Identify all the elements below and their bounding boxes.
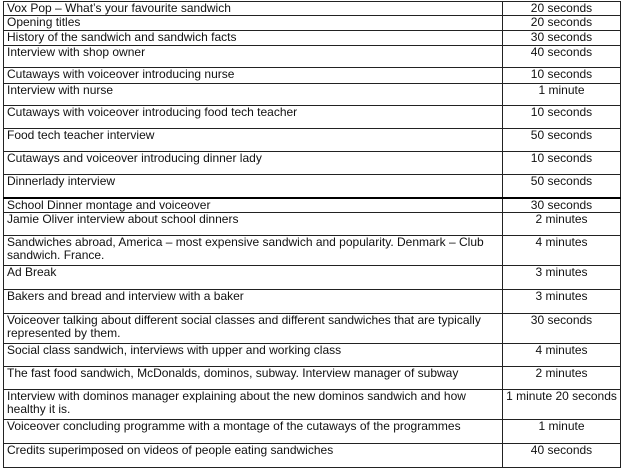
duration-cell: 30 seconds — [503, 314, 621, 344]
duration-cell: 10 seconds — [503, 152, 621, 175]
table-row — [4, 420, 621, 444]
segment-cell: Ad Break — [4, 266, 503, 290]
segment-cell: Food tech teacher interview — [4, 129, 503, 152]
segment-cell: Cutaways with voiceover introducing food tech teacher — [4, 106, 503, 129]
duration-cell: 3 minutes — [503, 290, 621, 314]
segment-cell: Dinnerlady interview — [4, 175, 503, 198]
duration-cell: 10 seconds — [503, 106, 621, 129]
table-row — [4, 290, 621, 314]
table-row — [4, 213, 621, 236]
schedule-body — [4, 2, 621, 468]
table-row — [4, 152, 621, 175]
segment-cell: School Dinner montage and voiceover — [4, 198, 503, 213]
table-row — [4, 68, 621, 84]
duration-cell: 20 seconds — [503, 2, 621, 16]
programme-schedule-table — [3, 1, 621, 468]
duration-cell: 2 minutes — [503, 213, 621, 236]
segment-cell: History of the sandwich and sandwich facts — [4, 31, 503, 46]
table-row — [4, 2, 621, 16]
segment-cell: Interview with shop owner — [4, 46, 503, 68]
table-row — [4, 16, 621, 31]
table-row — [4, 266, 621, 290]
table-row — [4, 344, 621, 367]
segment-cell: Social class sandwich, interviews with upper and working class — [4, 344, 503, 367]
table-row — [4, 390, 621, 420]
segment-cell: Voiceover talking about different social classes and different sandwiches that are typically represented by them. — [4, 314, 503, 344]
segment-cell: Interview with dominos manager explaining about the new dominos sandwich and how healthy it is. — [4, 390, 503, 420]
segment-cell: Credits superimposed on videos of people eating sandwiches — [4, 444, 503, 468]
table-row — [4, 367, 621, 390]
duration-cell: 40 seconds — [503, 46, 621, 68]
duration-cell: 40 seconds — [503, 444, 621, 468]
table-row — [4, 444, 621, 468]
segment-cell: Bakers and bread and interview with a baker — [4, 290, 503, 314]
segment-cell: Sandwiches abroad, America – most expensive sandwich and popularity. Denmark – Club sandwich. France. — [4, 236, 503, 266]
duration-cell: 1 minute — [503, 420, 621, 444]
duration-cell: 30 seconds — [503, 31, 621, 46]
segment-cell: Jamie Oliver interview about school dinners — [4, 213, 503, 236]
duration-cell: 4 minutes — [503, 236, 621, 266]
table-row — [4, 31, 621, 46]
segment-cell: Cutaways with voiceover introducing nurse — [4, 68, 503, 84]
table-row — [4, 236, 621, 266]
table-row — [4, 314, 621, 344]
duration-cell: 10 seconds — [503, 68, 621, 84]
duration-cell: 4 minutes — [503, 344, 621, 367]
segment-cell: Opening titles — [4, 16, 503, 31]
duration-cell: 30 seconds — [503, 198, 621, 213]
table-row — [4, 129, 621, 152]
table-row — [4, 106, 621, 129]
segment-cell: Vox Pop – What’s your favourite sandwich — [4, 2, 503, 16]
segment-cell: Cutaways and voiceover introducing dinner lady — [4, 152, 503, 175]
segment-cell: Voiceover concluding programme with a montage of the cutaways of the programmes — [4, 420, 503, 444]
duration-cell: 2 minutes — [503, 367, 621, 390]
duration-cell: 1 minute — [503, 84, 621, 106]
table-row — [4, 175, 621, 198]
table-row — [4, 84, 621, 106]
duration-cell: 50 seconds — [503, 175, 621, 198]
duration-cell: 50 seconds — [503, 129, 621, 152]
segment-cell: Interview with nurse — [4, 84, 503, 106]
duration-cell: 20 seconds — [503, 16, 621, 31]
table-row — [4, 198, 621, 213]
table-row — [4, 46, 621, 68]
duration-cell: 1 minute 20 seconds — [503, 390, 621, 420]
segment-cell: The fast food sandwich, McDonalds, dominos, subway. Interview manager of subway — [4, 367, 503, 390]
duration-cell: 3 minutes — [503, 266, 621, 290]
